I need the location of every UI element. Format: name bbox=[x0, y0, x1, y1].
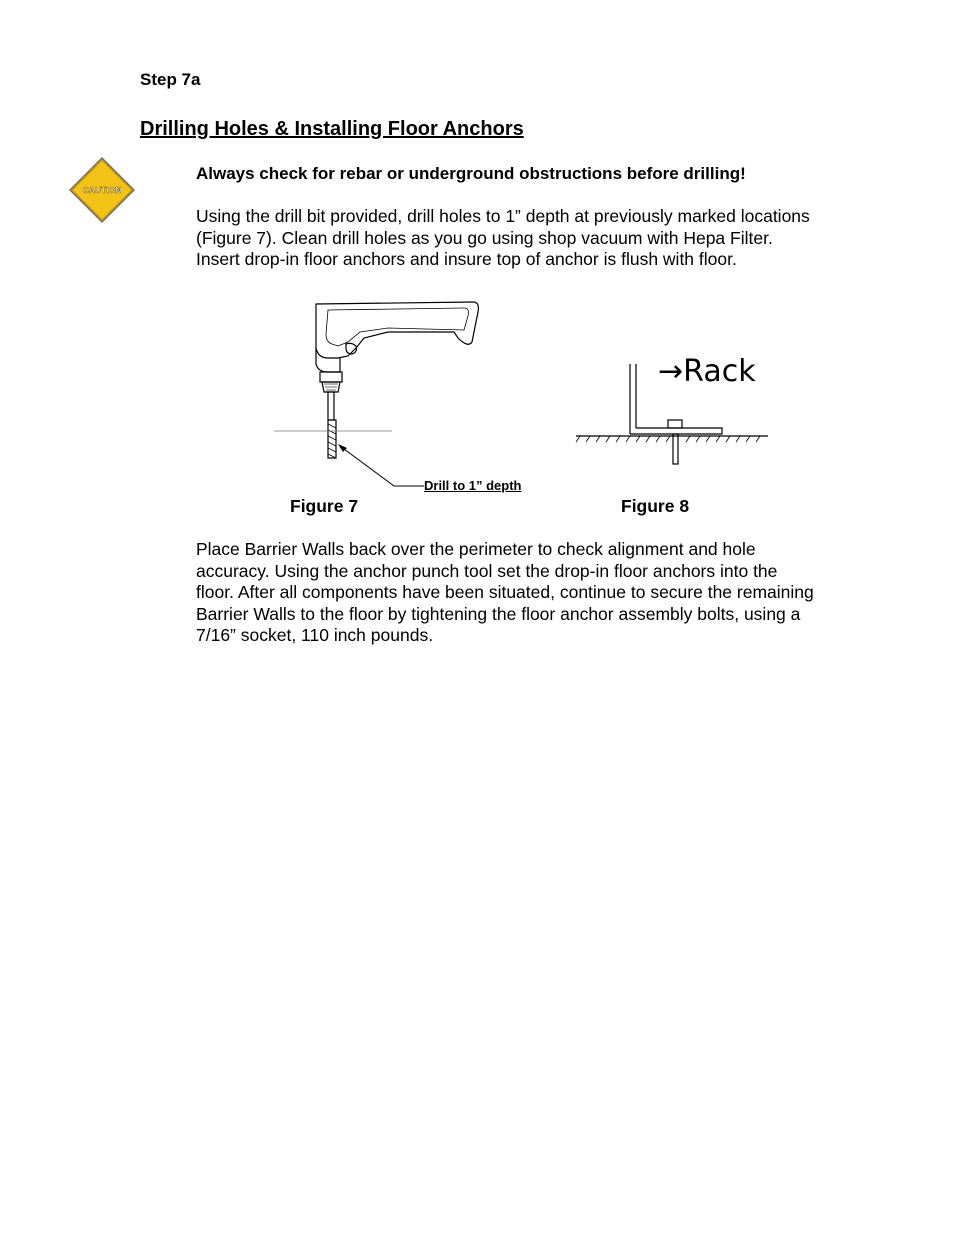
warning-text: Always check for rebar or underground obstructions before drilling! bbox=[196, 164, 746, 183]
figure-7-drill-illustration bbox=[268, 296, 536, 496]
instruction-paragraph-2: Place Barrier Walls back over the perimeter to check alignment and hole accuracy. Using the anchor punch tool set the drop-in floor anchors into the floor. After all components have been situated, continue to secure the remaining Barrier Walls to the floor by tightening the floor anchor assembly bolts, using a 7/16” socket, 110 inch pounds. bbox=[196, 539, 814, 646]
figure-8-label: Figure 8 bbox=[621, 496, 690, 516]
instruction-paragraph-1: Using the drill bit provided, drill holes to 1” depth at previously marked locations (Figure 7). Clean drill holes as you go using shop vacuum with Hepa Filter. Insert drop-in floor anchors and insure top of anchor is flush with floor. bbox=[196, 206, 810, 270]
caution-sign-text: CAUTION bbox=[82, 185, 122, 195]
rack-arrow-label: →Rack bbox=[658, 354, 756, 389]
figure-7-label: Figure 7 bbox=[290, 496, 359, 516]
page-title: Drilling Holes & Installing Floor Anchors bbox=[140, 118, 524, 140]
caution-sign-icon bbox=[66, 154, 138, 226]
step-label: Step 7a bbox=[140, 70, 201, 89]
drill-depth-callout: Drill to 1” depth bbox=[424, 478, 522, 493]
